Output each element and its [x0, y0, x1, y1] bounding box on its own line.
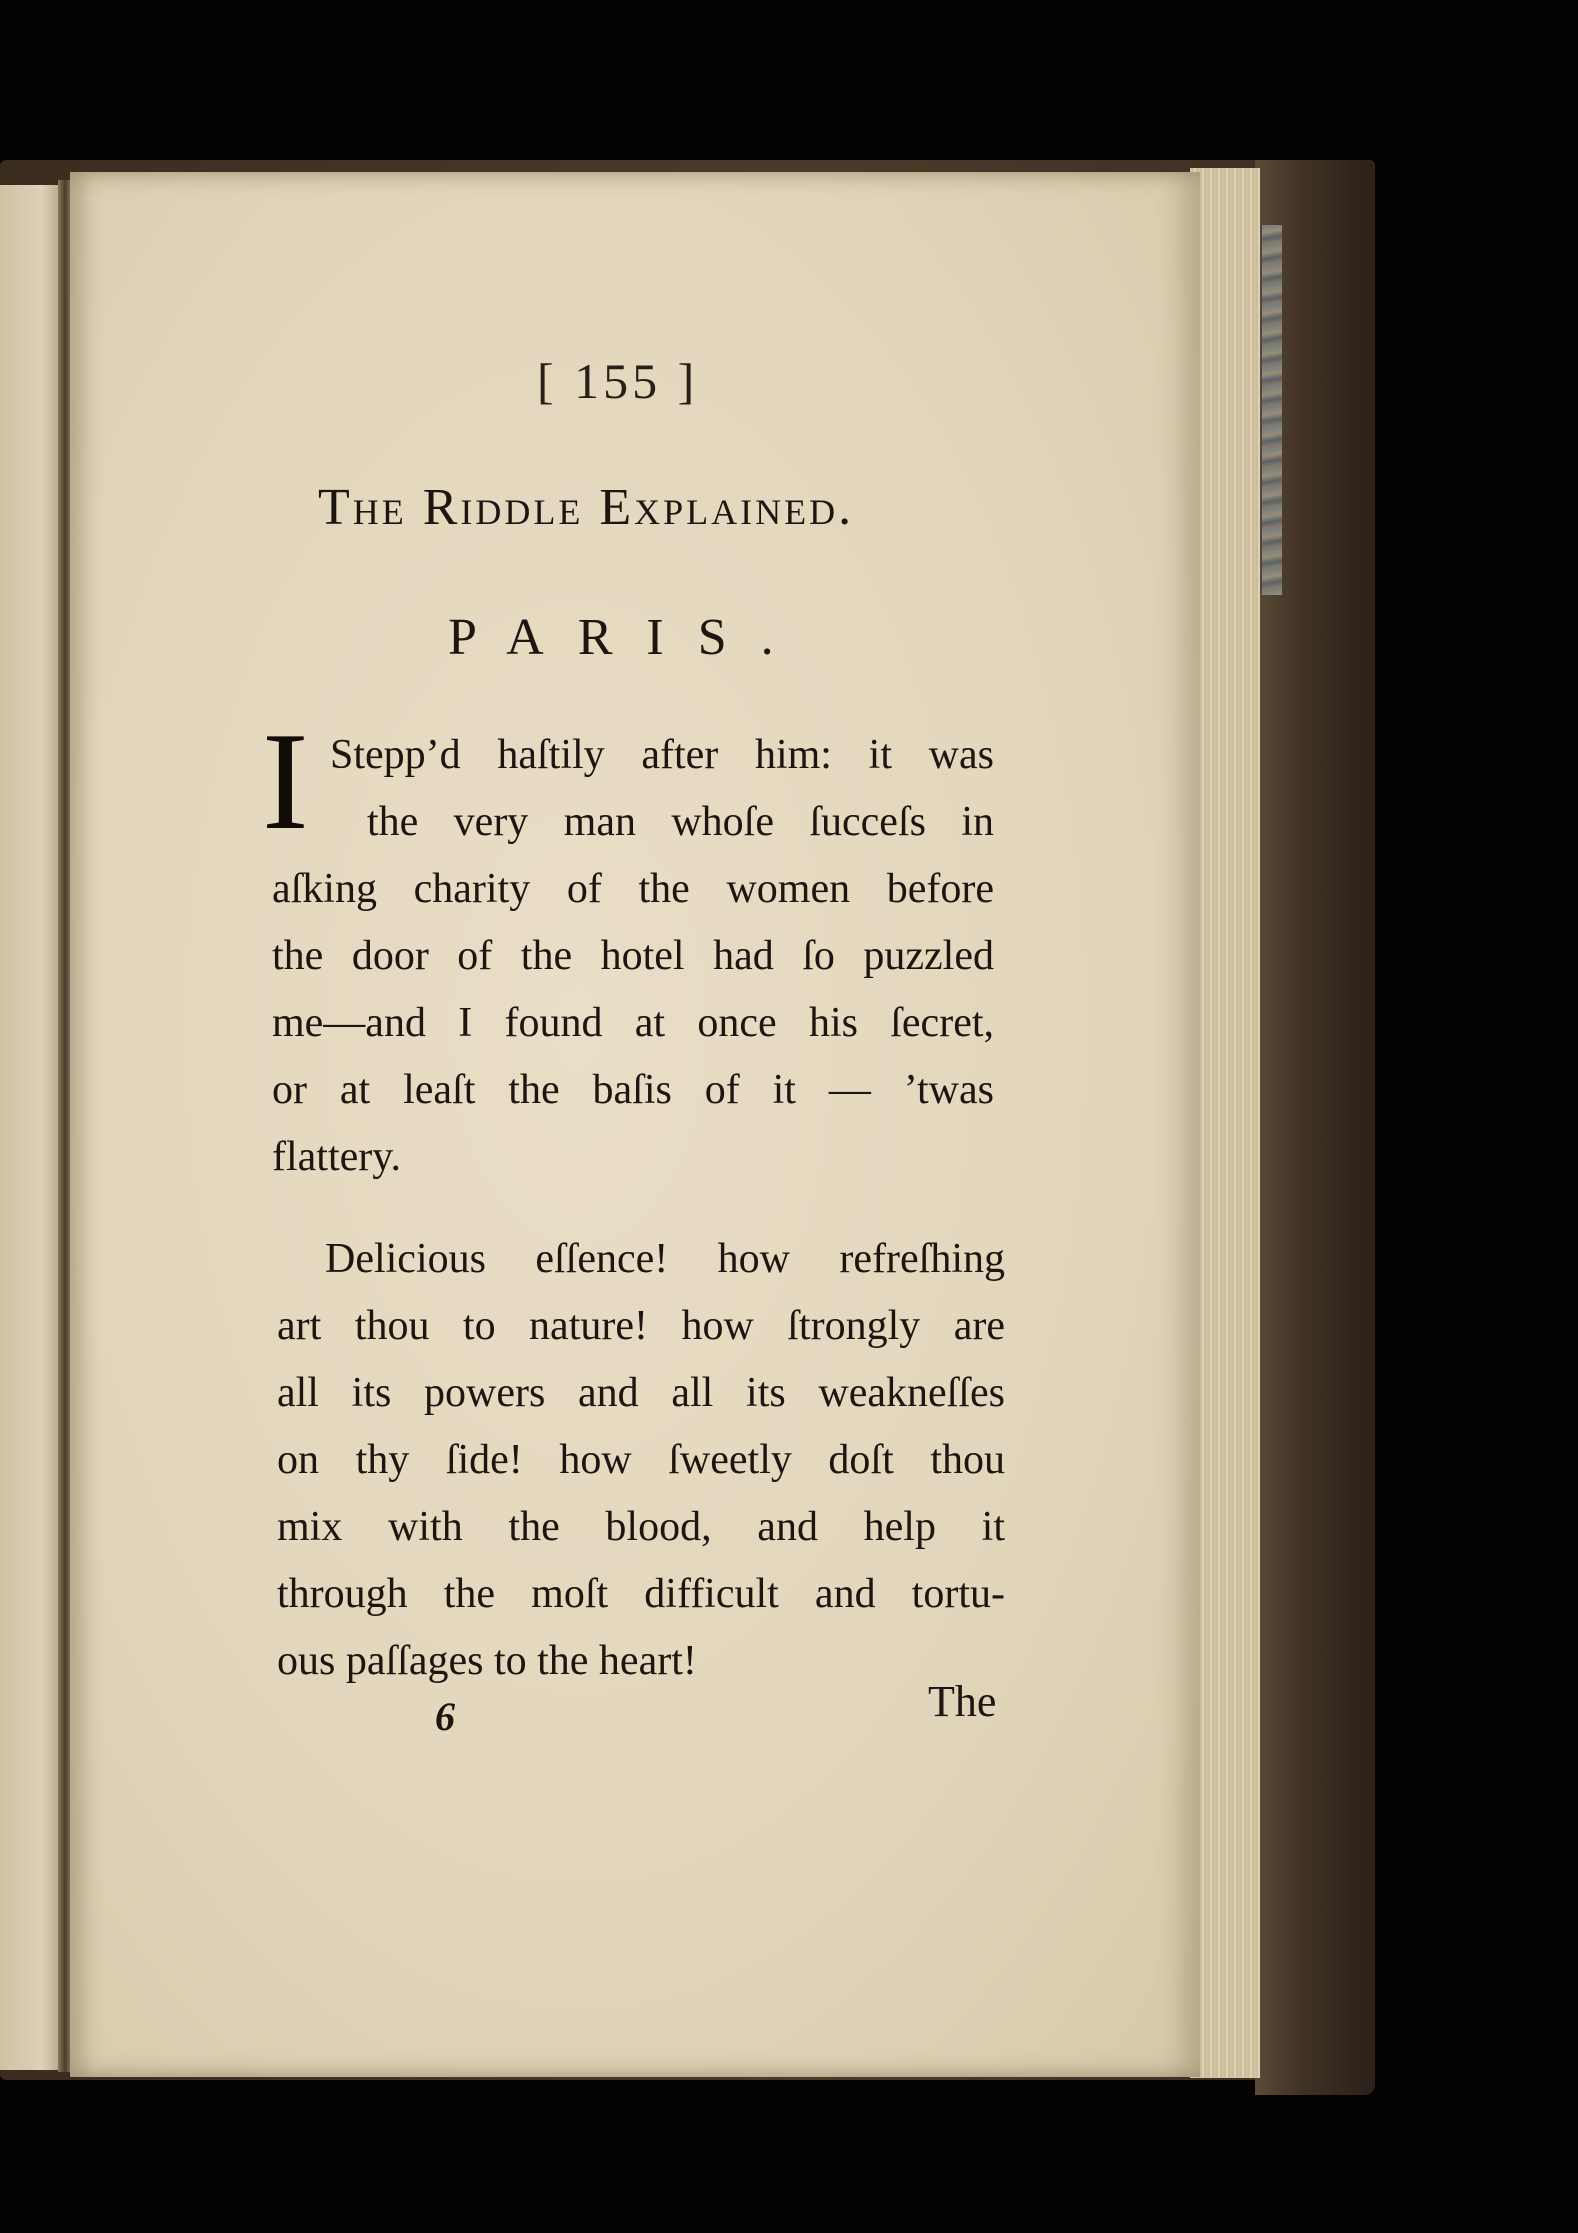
paragraph-line: me—and I found at once his ſecret,	[272, 1000, 994, 1046]
paragraph-line: through the moſt difficult and tortu-	[277, 1571, 1005, 1617]
drop-cap: I	[262, 704, 309, 859]
paragraph-line: all its powers and all its weakneſſes	[277, 1370, 1005, 1416]
paragraph-line: the door of the hotel had ſo puzzled	[272, 933, 994, 979]
paragraph-line: the very man whoſe ſucceſs in	[367, 799, 994, 845]
catchword: The	[928, 1677, 997, 1726]
paragraph-line: or at leaſt the baſis of it — ’twas	[272, 1067, 994, 1113]
signature-mark: 6	[435, 1694, 455, 1739]
paragraph-line: on thy ſide! how ſweetly doſt thou	[277, 1437, 1005, 1483]
paragraph-line: ous paſſages to the heart!	[277, 1638, 697, 1684]
paragraph-line: mix with the blood, and help it	[277, 1504, 1005, 1550]
paragraph-line: aſking charity of the women before	[272, 866, 994, 912]
paragraph-line: art thou to nature! how ſtrongly are	[277, 1303, 1005, 1349]
paragraph-line: Stepp’d haſtily after him: it was	[330, 732, 994, 778]
page-number: [ 155 ]	[537, 353, 699, 409]
page-stack-edge	[1190, 168, 1260, 2078]
place-heading: PARIS.	[448, 609, 808, 666]
chapter-title: The Riddle Explained.	[318, 479, 855, 536]
facing-page-edge	[0, 185, 60, 2070]
paragraph-line: Delicious eſſence! how refreſhing	[325, 1236, 1005, 1282]
paragraph-2	[277, 1226, 1005, 1695]
paragraph-1	[272, 722, 994, 1191]
paragraph-line: flattery.	[272, 1134, 402, 1180]
marbled-endpaper	[1262, 225, 1282, 595]
